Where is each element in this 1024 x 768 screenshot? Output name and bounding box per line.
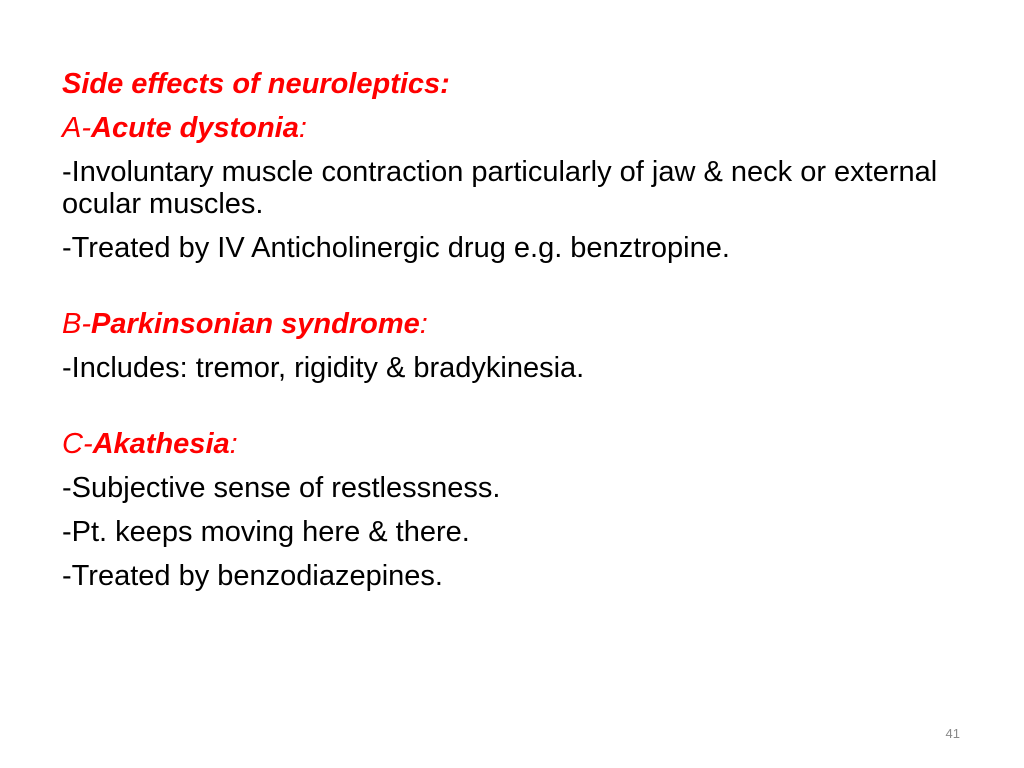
section-a-name: Acute dystonia	[91, 112, 299, 144]
section-c-suffix: :	[229, 428, 238, 460]
slide-content	[62, 68, 982, 604]
section-a-heading	[62, 112, 982, 144]
section-c-name: Akathesia	[92, 428, 230, 460]
spacer	[62, 396, 982, 428]
section-b-name: Parkinsonian syndrome	[91, 308, 420, 340]
slide-title: Side effects of neuroleptics:	[62, 68, 450, 100]
section-a-point-2: -Treated by IV Anticholinergic drug e.g. benztropine.	[62, 232, 730, 264]
section-c-heading	[62, 428, 982, 460]
section-c-prefix: C-	[62, 428, 93, 460]
section-c-point-1: -Subjective sense of restlessness.	[62, 472, 501, 504]
section-b-point-1: -Includes: tremor, rigidity & bradykinesia.	[62, 352, 585, 384]
spacer	[62, 276, 982, 308]
section-a-prefix: A-	[62, 112, 91, 144]
section-b-suffix: :	[419, 308, 428, 340]
section-a-suffix: :	[298, 112, 307, 144]
section-b-heading	[62, 308, 982, 340]
section-c-point-3: -Treated by benzodiazepines.	[62, 560, 443, 592]
section-c-point-2: -Pt. keeps moving here & there.	[62, 516, 470, 548]
section-b-prefix: B-	[62, 308, 91, 340]
page-number: 41	[945, 726, 960, 741]
section-a-point-1: -Involuntary muscle contraction particularly of jaw & neck or external ocular muscles.	[62, 156, 938, 220]
